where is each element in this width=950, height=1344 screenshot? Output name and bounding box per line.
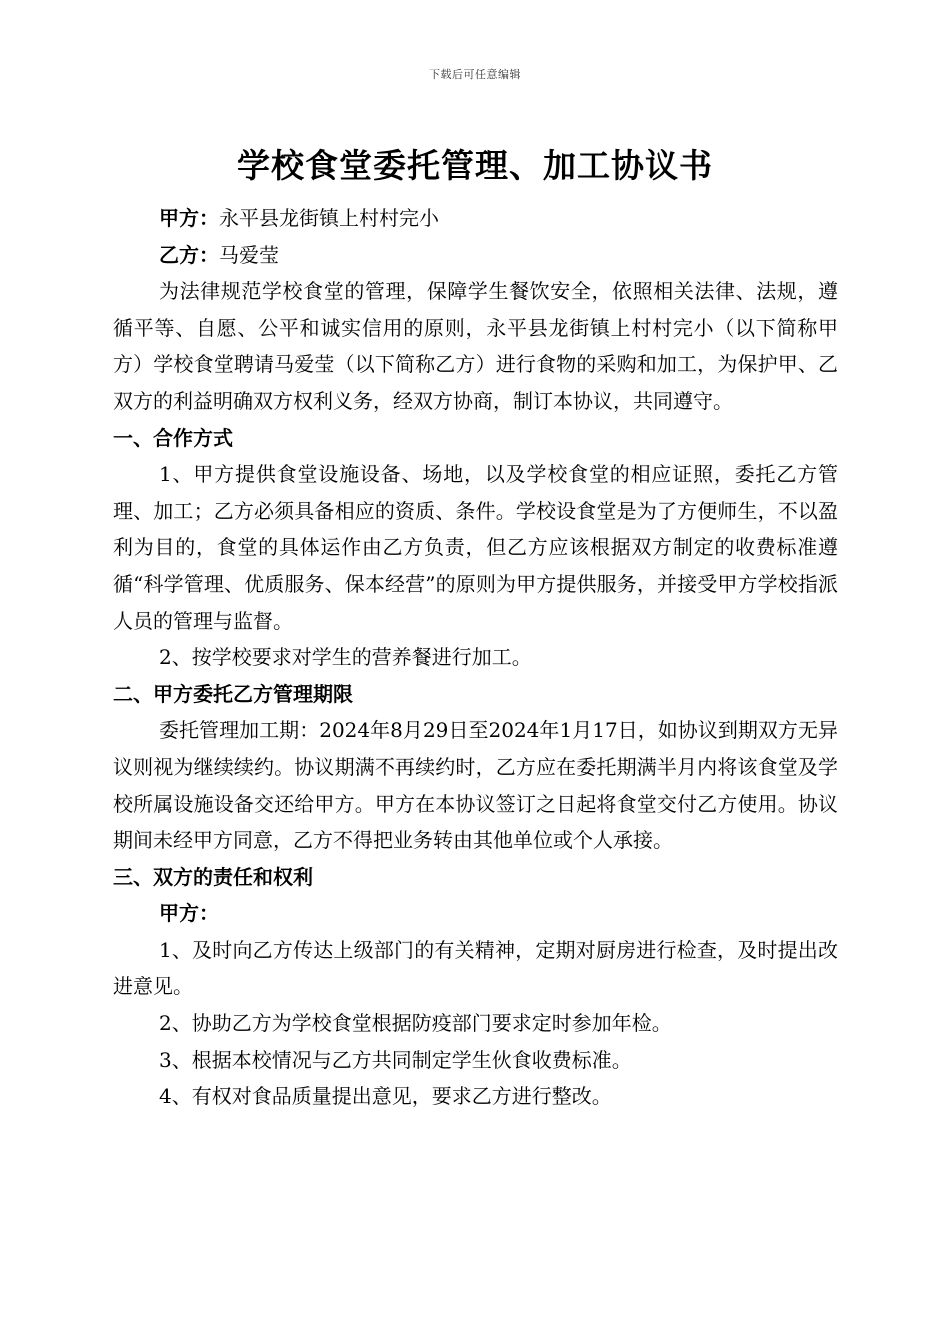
party-b-value: 马爱莹 <box>219 242 279 267</box>
section3-item: 1、及时向乙方传达上级部门的有关精神，定期对厨房进行检查，及时提出改进意见。 <box>113 937 838 999</box>
section1-item: 1、甲方提供食堂设施设备、场地，以及学校食堂的相应证照，委托乙方管理、加工；乙方必须具备相应的资质、条件。学校设食堂是为了方便师生，不以盈利为目的，食堂的具体运作由乙方负责，但乙方应该根据双方制定的收费标准遵循“科学管理、优质服务、保本经营”的原则为甲方提供服务，并接受甲方学校指派人员的管理与监督。 <box>113 462 838 633</box>
section2-paragraph: 委托管理加工期：2024年8月29日至2024年1月17日，如协议到期双方无异议则视为继续续约。协议期满不再续约时，乙方应在委托期满半月内将该食堂及学校所属设施设备交还给甲方。甲方在本协议签订之日起将食堂交付乙方使用。协议期间未经甲方同意，乙方不得把业务转由其他单位或个人承接。 <box>113 718 838 853</box>
section3-item: 3、根据本校情况与乙方共同制定学生伙食收费标准。 <box>159 1047 632 1072</box>
header-note: 下载后可任意编辑 <box>429 68 521 81</box>
party-a-label: 甲方： <box>159 206 219 230</box>
section3-heading: 三、双方的责任和权利 <box>113 864 313 889</box>
section3-item: 2、协助乙方为学校食堂根据防疫部门要求定时参加年检。 <box>159 1011 672 1036</box>
section2-heading: 二、甲方委托乙方管理期限 <box>113 681 353 706</box>
party-b-line <box>113 237 838 274</box>
section3-item: 4、有权对食品质量提出意见，要求乙方进行整改。 <box>159 1084 612 1109</box>
section3-party-a-label: 甲方： <box>159 901 219 926</box>
document-body <box>113 200 838 1115</box>
intro-paragraph: 为法律规范学校食堂的管理，保障学生餐饮安全，依照相关法律、法规，遵循平等、自愿、公平和诚实信用的原则，永平县龙街镇上村村完小（以下简称甲方）学校食堂聘请马爱莹（以下简称乙方）进行食物的采购和加工，为保护甲、乙双方的利益明确双方权利义务，经双方协商，制订本协议，共同遵守。 <box>113 279 838 413</box>
section1-heading: 一、合作方式 <box>113 425 233 450</box>
document-title: 学校食堂委托管理、加工协议书 <box>237 146 713 185</box>
party-b-label: 乙方： <box>159 242 219 267</box>
section1-item: 2、按学校要求对学生的营养餐进行加工。 <box>159 645 532 670</box>
party-a-line <box>113 200 838 237</box>
party-a-value: 永平县龙街镇上村村完小 <box>219 206 439 230</box>
